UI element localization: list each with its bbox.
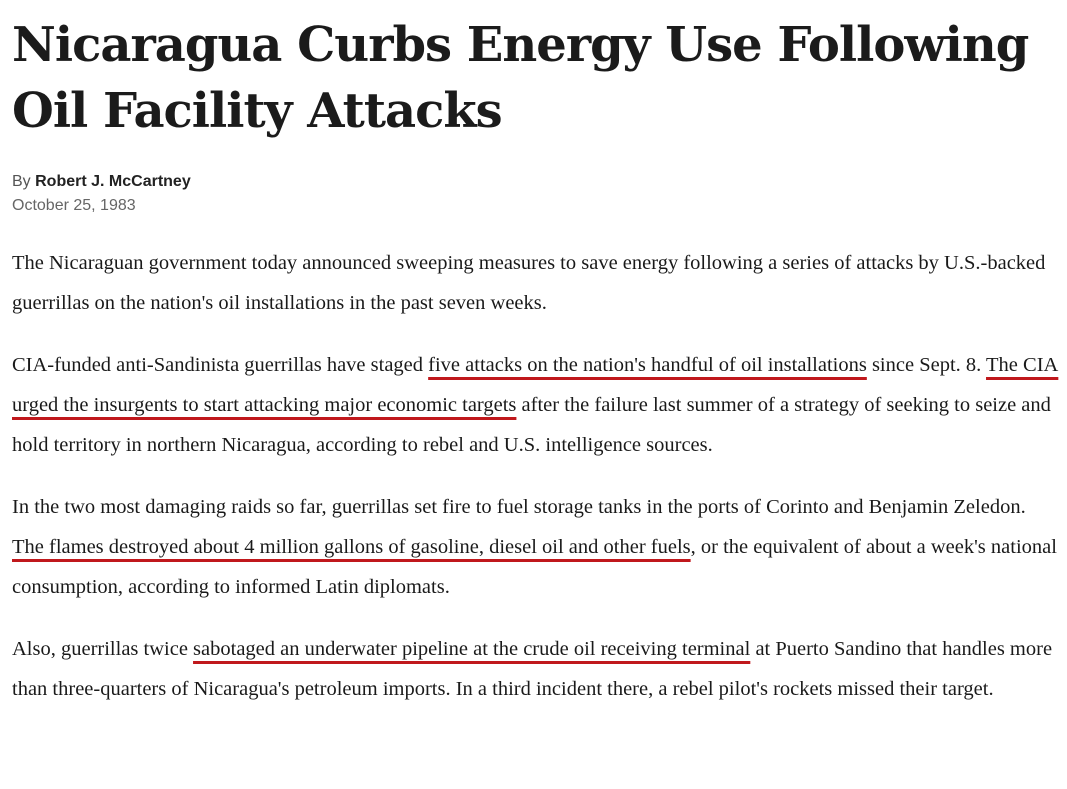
paragraph-text: Also, guerrillas twice [12,638,194,660]
paragraph-text: CIA-funded anti-Sandinista guerrillas have staged [12,354,429,376]
author-link[interactable]: Robert J. McCartney [35,173,191,190]
paragraph-text: , or the equivalent of about a week's national consumption, according to informed Latin diplomats. [12,536,1057,598]
underlined-passage: The flames destroyed about 4 million gallons of gasoline, diesel oil and other fuels [12,536,691,558]
paragraph-text: at Puerto Sandino that handles more than three-quarters of Nicaragua's petroleum imports. In a third incident there, a rebel pilot's rockets missed their target. [12,638,1053,700]
publish-date: October 25, 1983 [12,197,136,214]
underlined-passage: The CIA urged the insurgents to start attacking major economic targets [12,354,1059,416]
underlined-passage: five attacks on the nation's handful of oil installations [428,354,867,376]
paragraph-text: The Nicaraguan government today announced sweeping measures to save energy following a series of attacks by U.S.-backed guerrillas on the nation's oil installations in the past seven weeks. [12,252,1046,314]
underlined-passage: sabotaged an underwater pipeline at the crude oil receiving terminal [193,638,751,660]
article-paragraph-1 [12,243,1060,323]
article-paragraph-4 [12,629,1060,709]
byline [12,170,1060,194]
paragraph-text: since Sept. 8. [866,354,987,376]
article-paragraph-3 [12,487,1060,607]
byline-prefix: By [12,173,31,190]
paragraph-text: In the two most damaging raids so far, guerrillas set fire to fuel storage tanks in the ports of Corinto and Benjamin Zeledon. [12,496,1026,518]
paragraph-text: after the failure last summer of a strategy of seeking to seize and hold territory in northern Nicaragua, according to rebel and U.S. intelligence sources. [12,394,1051,456]
article-paragraph-2 [12,345,1060,465]
news-article [12,0,1060,709]
article-headline: Nicaragua Curbs Energy Use Following Oil Facility Attacks [12,17,1029,139]
